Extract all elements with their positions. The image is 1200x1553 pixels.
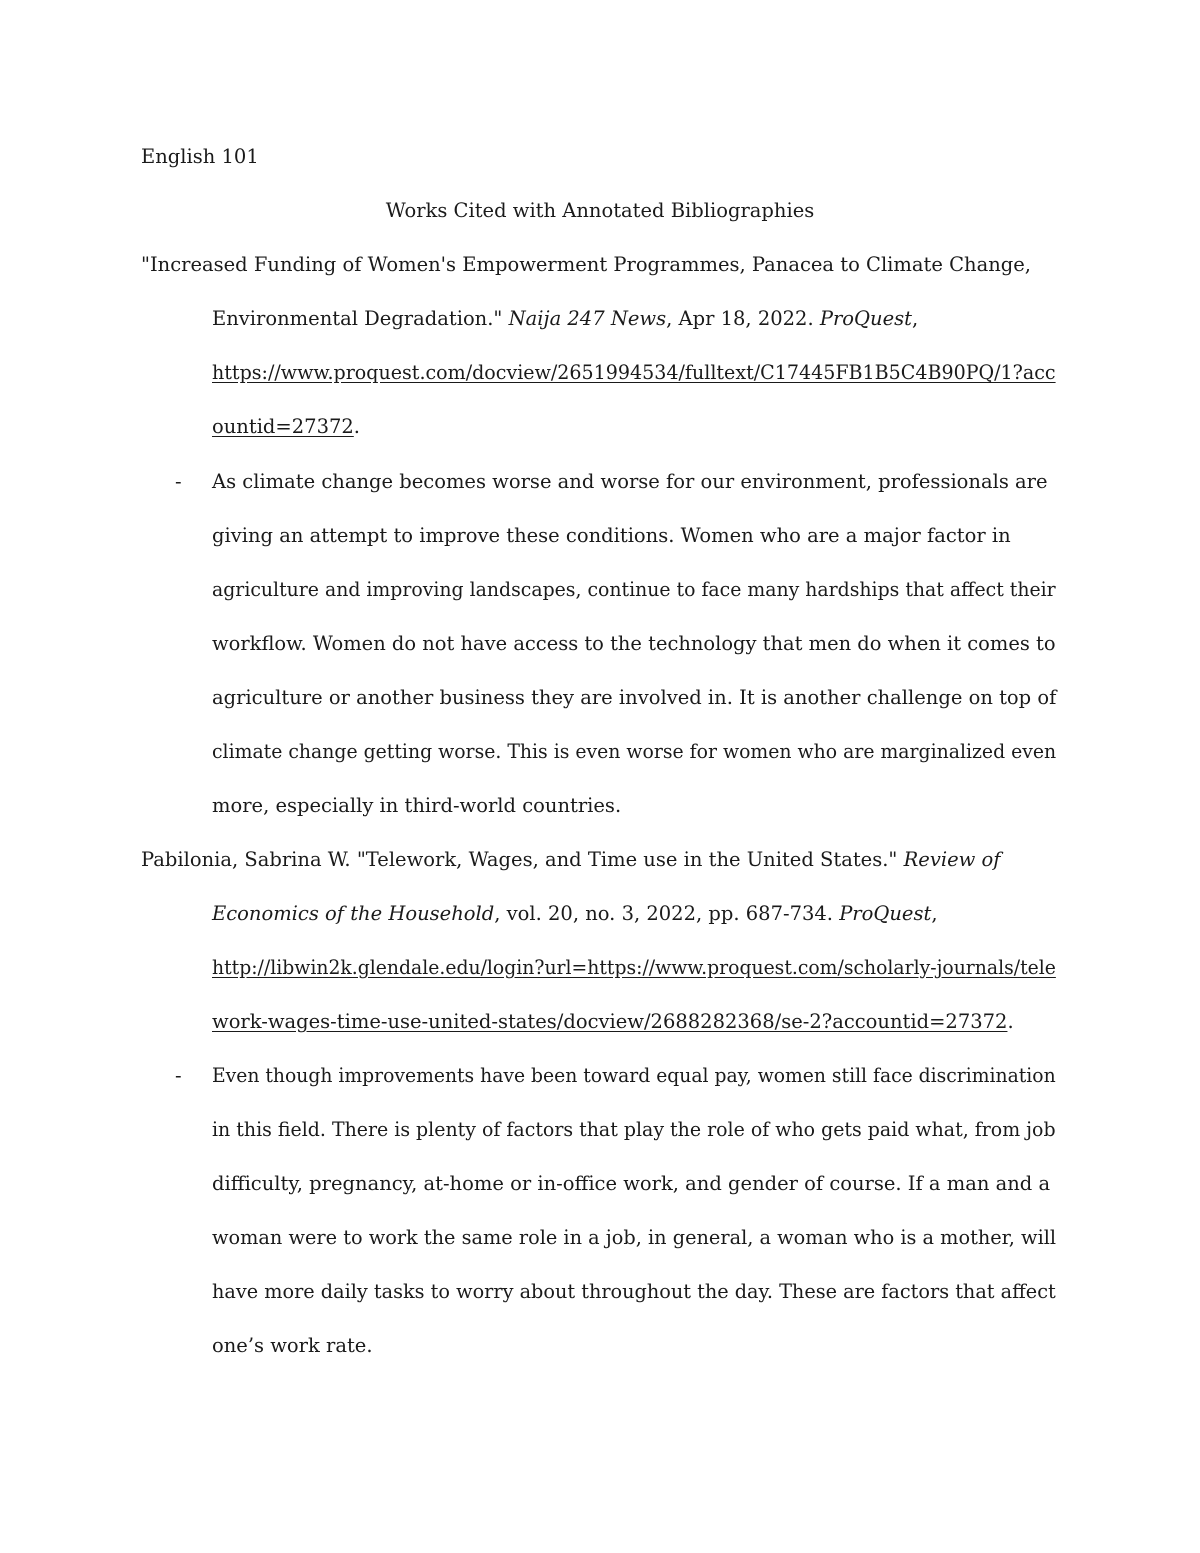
citation-1-line-1: "Increased Funding of Women's Empowerment Programmes, Panacea to Climate Change, [141, 253, 1031, 276]
annotation-1-line-2: giving an attempt to improve these conditions. Women who are a major factor in [212, 524, 1011, 547]
citation-2-author-title: Pabilonia, Sabrina W. "Telework, Wages, and Time use in the United States." [141, 848, 904, 871]
annotation-2-line-2: in this field. There is plenty of factors that play the role of who gets paid what, from job [212, 1118, 1056, 1141]
annotation-1-line-1: As climate change becomes worse and worse for our environment, professionals are [212, 470, 1048, 493]
citation-2-line-1 [141, 847, 1000, 873]
citation-1-link-cont[interactable]: ountid=27372 [212, 415, 354, 438]
annotation-1-line-6: climate change getting worse. This is even worse for women who are marginalized even [212, 740, 1057, 763]
citation-1-url-line-1[interactable] [212, 360, 1056, 386]
annotation-2-line-1: Even though improvements have been toward equal pay, women still face discrimination [212, 1064, 1056, 1087]
citation-1-punct: , [911, 307, 919, 330]
citation-1-link[interactable]: https://www.proquest.com/docview/2651994534/fulltext/C17445FB1B5C4B90PQ/1?acc [212, 361, 1056, 384]
annotation-2-line-4: woman were to work the same role in a job, in general, a woman who is a mother, will [212, 1226, 1057, 1249]
citation-2-url-period: . [1007, 1010, 1014, 1033]
annotation-2-line-3: difficulty, pregnancy, at-home or in-office work, and gender of course. If a man and a [212, 1172, 1051, 1195]
citation-2-url-line-1[interactable] [212, 955, 1056, 981]
annotation-1-line-3: agriculture and improving landscapes, continue to face many hardships that affect their [212, 578, 1056, 601]
annotation-2-bullet: - [175, 1064, 182, 1087]
page-title: Works Cited with Annotated Bibliographies [385, 199, 815, 222]
course-heading: English 101 [141, 145, 259, 168]
citation-1-title-end: Environmental Degradation." [212, 307, 509, 330]
citation-2-link-cont[interactable]: work-wages-time-use-united-states/docview/2688282368/se-2?accountid=27372 [212, 1010, 1008, 1033]
citation-1-publication: Naija 247 News [508, 307, 667, 330]
citation-2-volume: , vol. 20, no. 3, 2022, pp. 687-734. [494, 902, 840, 925]
annotation-1-bullet: - [175, 470, 182, 493]
citation-2-database: ProQuest [839, 902, 932, 925]
citation-1-line-2 [212, 306, 918, 332]
citation-1-url-period: . [353, 415, 360, 438]
citation-2-punct: , [931, 902, 938, 925]
annotation-1-line-5: agriculture or another business they are involved in. It is another challenge on top of [212, 686, 1057, 709]
citation-2-url-line-2[interactable] [212, 1009, 1014, 1035]
citation-2-link[interactable]: http://libwin2k.glendale.edu/login?url=https://www.proquest.com/scholarly-journals/tele [212, 956, 1056, 979]
citation-1-url-line-2[interactable] [212, 414, 360, 440]
citation-2-line-2 [212, 901, 938, 927]
citation-2-journal-end: Economics of the Household [212, 902, 495, 925]
annotation-1-line-7: more, especially in third-world countries. [212, 794, 622, 817]
citation-2-journal-start: Review of [903, 848, 1001, 871]
citation-1-date: , Apr 18, 2022. [666, 307, 820, 330]
annotation-1-line-4: workflow. Women do not have access to the technology that men do when it comes to [212, 632, 1056, 655]
annotation-2-line-5: have more daily tasks to worry about throughout the day. These are factors that affect [212, 1280, 1056, 1303]
annotation-2-line-6: one’s work rate. [212, 1334, 373, 1357]
citation-1-database: ProQuest [819, 307, 912, 330]
